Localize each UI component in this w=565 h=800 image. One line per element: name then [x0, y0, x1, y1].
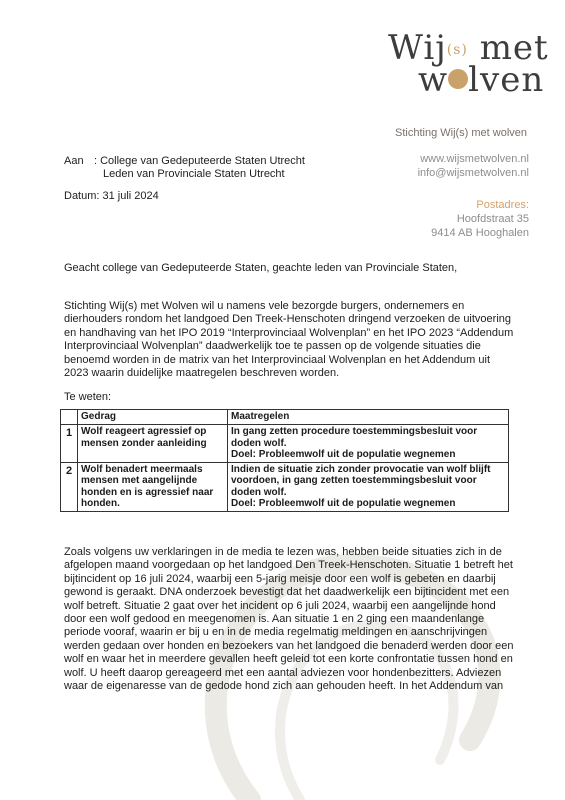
- table-header-gedrag: Gedrag: [78, 410, 228, 425]
- row-maatregel-cell: [228, 425, 509, 463]
- paragraph-incidents: [64, 546, 514, 693]
- organization-name: Stichting Wij(s) met wolven: [395, 127, 528, 139]
- street-address: Hoofdstraat 35: [456, 213, 529, 225]
- paragraph-line: dierhouders rondom het landgoed Den Treek-Henschoten dringend verzoeken de uitvoering: [64, 313, 512, 326]
- paragraph-line: bijtincident op 16 juli 2024, waarbij een 5-jarig meisje door een wolf is gebeten en daarbij: [64, 572, 496, 585]
- logo-word-wij: Wij: [388, 28, 447, 68]
- table-header-maatregelen: Maatregelen: [228, 410, 509, 425]
- te-weten-label: Te weten:: [64, 391, 112, 403]
- paragraph-line: wolf en waar het in meerdere gevallen heeft geleid tot een korte confrontatie tussen hond en: [64, 653, 513, 666]
- paw-print-icon: [448, 69, 468, 89]
- addressee-line-2: Leden van Provinciale Staten Utrecht: [103, 168, 285, 181]
- website-link[interactable]: www.wijsmetwolven.nl: [420, 153, 529, 165]
- salutation: Geacht college van Gedeputeerde Staten, geachte leden van Provinciale Staten,: [64, 262, 458, 274]
- table-header-row: [61, 410, 509, 425]
- paragraph-line: waar de eigenaresse van de gedode hond zich aan gehouden heeft. In het Addendum van: [64, 680, 504, 693]
- paragraph-line: werden gedaan over honden en bezoekers van het landgoed die benaderd werden door een: [64, 639, 514, 652]
- logo-word-w: w: [418, 60, 449, 100]
- paragraph-line: Zoals volgens uw verklaringen in de media te lezen was, hebben beide situaties zich in de: [64, 546, 502, 558]
- logo-word-lven: lven: [468, 60, 545, 100]
- email-link[interactable]: info@wijsmetwolven.nl: [417, 167, 529, 179]
- paragraph-line: en handhaving van het IPO 2019 “Interprovinciaal Wolvenplan” en het IPO 2023 “Addendum: [64, 326, 514, 339]
- row-number: 1: [61, 425, 78, 463]
- paragraph-line: Interprovinciaal Wolvenplan” daadwerkelijk toe te passen op de volgende situaties die: [64, 340, 481, 353]
- paragraph-line: wolf betreft. Situatie 2 gaat over het incident op 6 juli 2024, waarbij een aangelijnde hond: [64, 599, 496, 612]
- row-gedrag: Wolf reageert agressief op mensen zonder aanleiding: [78, 425, 228, 463]
- paragraph-line: Stichting Wij(s) met Wolven wil u namens vele bezorgde burgers, ondernemers en: [64, 300, 465, 312]
- paragraph-intro: [64, 300, 514, 380]
- logo-word-met: met: [479, 28, 549, 68]
- paragraph-line: 2023 waarin duidelijke maatregelen beschreven worden.: [64, 367, 340, 380]
- row-doel: Doel: Probleemwolf uit de populatie wegnemen: [231, 449, 456, 460]
- row-maatregel: In gang zetten procedure toestemmingsbesluit voor doden wolf.: [231, 426, 478, 449]
- paragraph-line: door een wolf gedood en meegenomen is. Aan situatie 1 en 2 ging een maandenlange: [64, 613, 485, 626]
- wijs-met-wolven-logo: [388, 28, 549, 118]
- paragraph-line: afgelopen maand voorgedaan op het landgoed Den Treek-Henschoten. Situatie 1 betreft het: [64, 559, 513, 572]
- table-header-num: [61, 410, 78, 425]
- table-row: [61, 425, 509, 463]
- table-row: [61, 462, 509, 511]
- row-gedrag: Wolf benadert meermaals mensen met aangelijnde honden en is agressief naar honden.: [78, 462, 228, 511]
- paragraph-line: wolf. U heeft daarop gereageerd met een aantal adviezen voor hondenbezitters. Adviezen: [64, 666, 502, 679]
- city-address: 9414 AB Hooghalen: [431, 227, 529, 239]
- contact-block: [418, 152, 529, 240]
- row-number: 2: [61, 462, 78, 511]
- postadres-label: Postadres:: [476, 199, 529, 211]
- row-maatregel-cell: [228, 462, 509, 511]
- logo-paren-s: (s): [446, 42, 468, 58]
- letter-date: Datum: 31 juli 2024: [64, 190, 159, 202]
- row-doel: Doel: Probleemwolf uit de populatie wegnemen: [231, 498, 456, 509]
- addressee-line-1: : College van Gedeputeerde Staten Utrecht: [94, 155, 305, 167]
- addressee-label: Aan: [64, 155, 84, 167]
- paragraph-line: periode vooraf, waarin er bij u en in de media regelmatig meldingen en aanschrijvingen: [64, 626, 488, 639]
- addressee-block: [64, 155, 305, 182]
- measures-matrix-table: [60, 409, 509, 512]
- logo-line-2: [418, 60, 544, 100]
- row-maatregel: Indien de situatie zich zonder provocatie van wolf blijft voordoen, in gang zetten toestemmingsbesluit voor doden wolf.: [231, 463, 491, 498]
- paragraph-line: gewond is geraakt. DNA onderzoek bevestigt dat het daadwerkelijk een bijtincident met een: [64, 586, 510, 599]
- paragraph-line: benoemd worden in de matrix van het Interprovinciaal Wolvenplan en het Addendum uit: [64, 353, 491, 366]
